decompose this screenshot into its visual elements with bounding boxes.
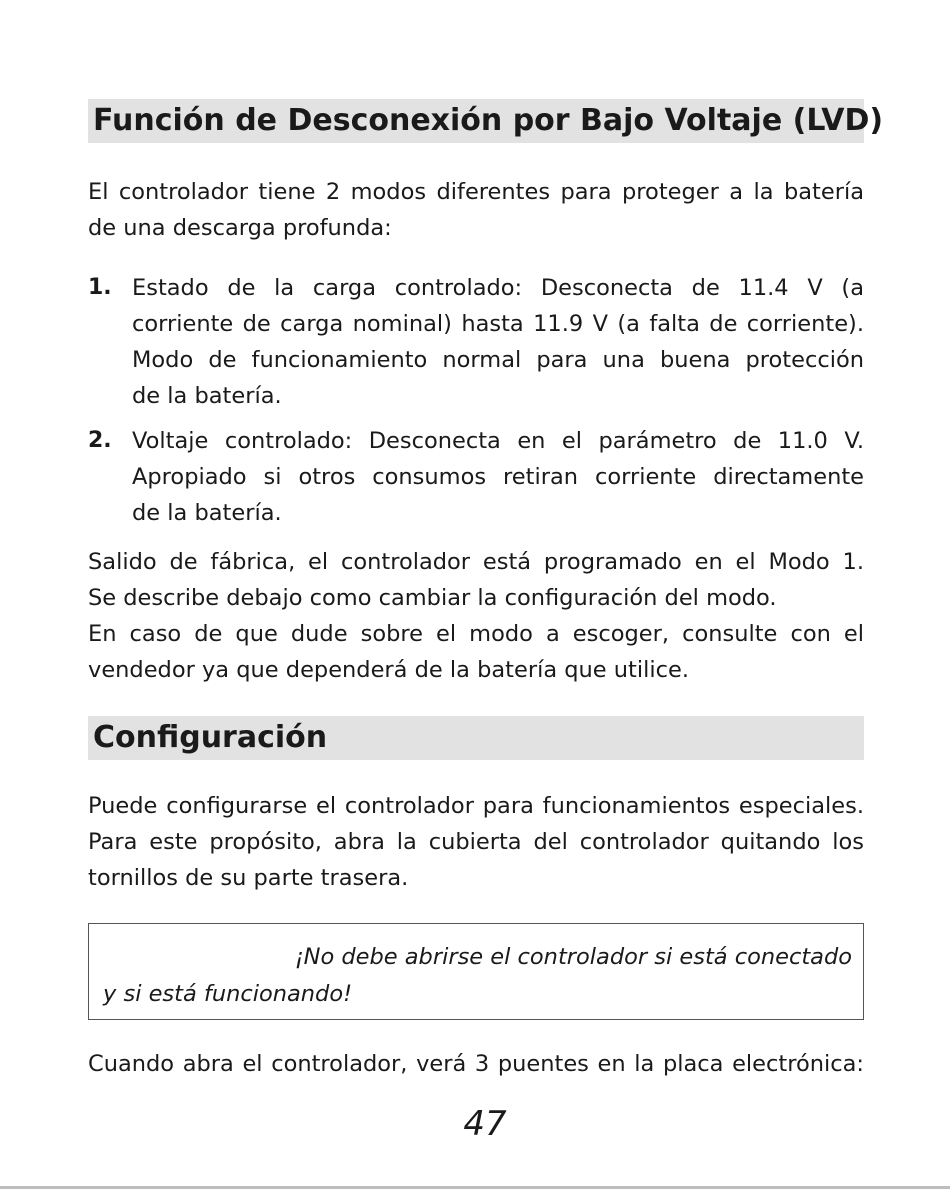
lvd-intro-line-1: El controlador tiene 2 modos diferentes para proteger a la batería [88,179,864,205]
lvd-intro-line-2: de una descarga profunda: [88,215,392,241]
item-1-line-4: de la batería. [132,383,282,409]
after-line-1: Salido de fábrica, el controlador está programado en el Modo 1. [88,549,864,575]
page-number: 47 [463,1104,507,1144]
after-line-3: En caso de que dude sobre el modo a escoger, consulte con el [88,621,864,647]
config-closing-paragraph [88,1046,864,1082]
config-line-2: Para este propósito, abra la cubierta del controlador quitando los [88,829,864,855]
list-item-2-text [132,423,864,531]
section-heading-config: Configuración [88,716,864,760]
list-number-1: 1. [88,275,112,300]
list-item-1-text [132,270,864,414]
item-2-line-2: Apropiado si otros consumos retiran corriente directamente [132,464,864,490]
item-2-line-3: de la batería. [132,500,282,526]
section-heading-lvd: Función de Desconexión por Bajo Voltaje (LVD) [88,99,864,143]
item-2-line-1: Voltaje controlado: Desconecta en el parámetro de 11.0 V. [132,428,864,454]
list-number-2: 2. [88,428,112,453]
config-intro-paragraph [88,788,864,896]
lvd-intro-paragraph [88,174,864,246]
warning-line-2: y si está funcionando! [103,981,353,1007]
config-line-1: Puede configurarse el controlador para funcionamientos especiales. [88,793,864,819]
config-line-3: tornillos de su parte trasera. [88,865,409,891]
item-1-line-1: Estado de la carga controlado: Desconecta de 11.4 V (a [132,275,864,301]
warning-line-1: ¡No debe abrirse el controlador si está conectado [294,944,852,970]
warning-box [88,923,864,1020]
item-1-line-2: corriente de carga nominal) hasta 11.9 V (a falta de corriente). [132,311,864,337]
closing-line: Cuando abra el controlador, verá 3 puentes en la placa electrónica: [88,1051,864,1077]
lvd-factory-paragraph [88,544,864,688]
after-line-2: Se describe debajo como cambiar la configuración del modo. [88,585,777,611]
after-line-4: vendedor ya que dependerá de la batería que utilice. [88,657,689,683]
item-1-line-3: Modo de funcionamiento normal para una buena protección [132,347,864,373]
